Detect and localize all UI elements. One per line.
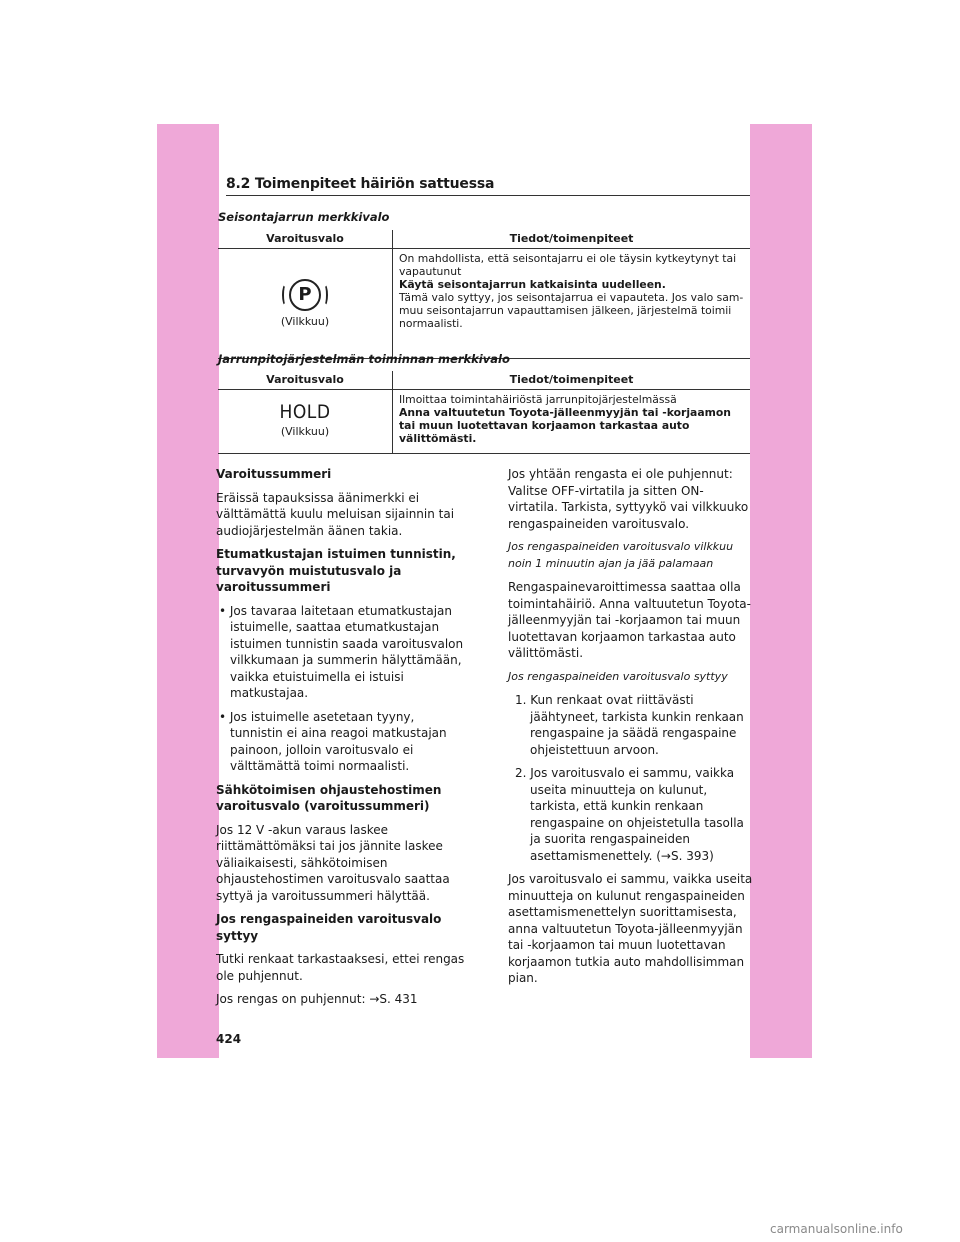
left-paragraph-2: Jos 12 V -akun varaus laskee riittämättömäksi tai jos jännite laskee väliaikaisesti, sähkötoimisen ohjaustehostimen varoitusvalo saattaa syttyä ja varoitussummeri hälyttää. <box>216 822 450 903</box>
table2-line2: Anna valtuutetun Toyota-jälleenmyyjän tai -korjaamon tai muun luotettavan korjaamon tarkastaa auto välittömästi. <box>399 406 731 445</box>
right-paragraph-3: Jos varoitusvalo ei sammu, vaikka useita minuutteja on kulunut rengaspaineiden asettamismenettelyn suorittamisesta, anna valtuutetun Toyota-jälleenmyyjän tai -korjaamon tai muun luotettavan korjaamon tutkia auto mahdollisimman pian. <box>508 872 753 985</box>
page-side-bar-left <box>157 124 219 1058</box>
heading-warning-buzzer: Varoitussummeri <box>216 467 332 481</box>
parking-brake-table <box>218 230 750 359</box>
numbered-step-1: 1. Kun renkaat ovat riittävästi jäähtyneet, tarkista kunkin renkaan rengaspaine ja säädä rengaspaine ohjeistettuun arvoon. <box>515 693 744 757</box>
table1-line2: Käytä seisontajarrun katkaisinta uudelleen. <box>399 278 666 291</box>
heading-tire-pressure: Jos rengaspaineiden varoitusvalo syttyy <box>216 912 442 943</box>
table2-icon-label: (Vilkkuu) <box>280 424 330 438</box>
table2-icon-cell <box>218 390 393 454</box>
table1-header-col1: Varoitusvalo <box>218 230 393 249</box>
watermark: carmanualsonline.info <box>770 1222 903 1236</box>
table1-caption: Seisontajarrun merkkivalo <box>218 210 390 224</box>
table1-header-col2: Tiedot/toimenpiteet <box>393 230 751 249</box>
brake-hold-table <box>218 371 750 454</box>
table1-info-cell <box>393 249 751 359</box>
table2-header-col1: Varoitusvalo <box>218 371 393 390</box>
heading-power-steering: Sähkötoimisen ohjaustehostimen varoitusvalo (varoitussummeri) <box>216 782 442 813</box>
left-column <box>216 466 466 1015</box>
page-side-bar-right <box>750 124 812 1058</box>
left-paragraph-3: Tutki renkaat tarkastaaksesi, ettei rengas ole puhjennut. <box>216 952 465 983</box>
right-column <box>508 466 753 994</box>
table2-header-col2: Tiedot/toimenpiteet <box>393 371 751 390</box>
table2-line1: Ilmoittaa toimintahäiriöstä jarrunpitojärjestelmässä <box>399 393 677 406</box>
table2-info-cell <box>393 390 751 454</box>
bullet-2: • Jos istuimelle asetetaan tyyny, tunnistin ei aina reagoi matkustajan painoon, jolloin varoitusvalo ei välttämättä toimi normaalisti. <box>219 709 447 773</box>
table1-icon-label: (Vilkkuu) <box>280 315 330 328</box>
right-subheading-1: Jos rengaspaineiden varoitusvalo vilkkuu noin 1 minuutin ajan ja jää palamaan <box>508 540 734 570</box>
table1-line1: On mahdollista, että seisontajarru ei ole täysin kytkeytynyt tai vapautunut <box>399 252 737 278</box>
parking-brake-icon: P <box>289 279 321 311</box>
right-paragraph-2: Rengaspainevaroittimessa saattaa olla toimintahäiriö. Anna valtuutetun Toyota-jälleenmyyjän tai -korjaamon tai muun luotettavan korjaamon tarkastaa auto välittömästi. <box>508 580 751 660</box>
left-paragraph-4: Jos rengas on puhjennut: →S. 431 <box>216 992 418 1006</box>
table1-icon-cell <box>218 249 393 359</box>
right-paragraph-1: Jos yhtään rengasta ei ole puhjennut: Valitse OFF-virtatila ja sitten ON-virtatila. Tarkista, syttyykö vai vilkkuuko rengaspaineiden varoitusvalo. <box>508 467 749 531</box>
bullet-1: • Jos tavaraa laitetaan etumatkustajan istuimelle, saattaa etumatkustajan istuimen tunnistin saada varoitusvalon vilkkumaan ja summerin hälyttämään, vaikka etuistuimella ei istuisi matkustajaa. <box>219 603 464 700</box>
left-paragraph-1: Eräissä tapauksissa äänimerkki ei välttämättä kuulu meluisan sijainnin tai audiojärjestelmän äänen takia. <box>216 490 455 538</box>
page-number: 424 <box>216 1032 242 1046</box>
table2-caption: Jarrunpitojärjestelmän toiminnan merkkivalo <box>218 352 510 366</box>
heading-seat-sensor: Etumatkustajan istuimen tunnistin, turvavyön muistutusvalo ja varoitussummeri <box>216 547 456 594</box>
numbered-step-2: 2. Jos varoitusvalo ei sammu, vaikka useita minuutteja on kulunut, tarkista, että kunkin renkaan rengaspaine on ohjeistetulla tasolla ja suorita rengaspaineiden asettamismenettely. (→S. 393) <box>515 766 744 863</box>
hold-icon: HOLD <box>279 400 331 423</box>
table1-line3: Tämä valo syttyy, jos seisontajarrua ei vapauteta. Jos valo sam-muu seisontajarrun vapauttamisen jälkeen, järjestelmä toimii normaalisti. <box>399 291 744 330</box>
right-subheading-2: Jos rengaspaineiden varoitusvalo syttyy <box>508 669 728 683</box>
section-title: 8.2 Toimenpiteet häiriön sattuessa <box>226 176 750 196</box>
